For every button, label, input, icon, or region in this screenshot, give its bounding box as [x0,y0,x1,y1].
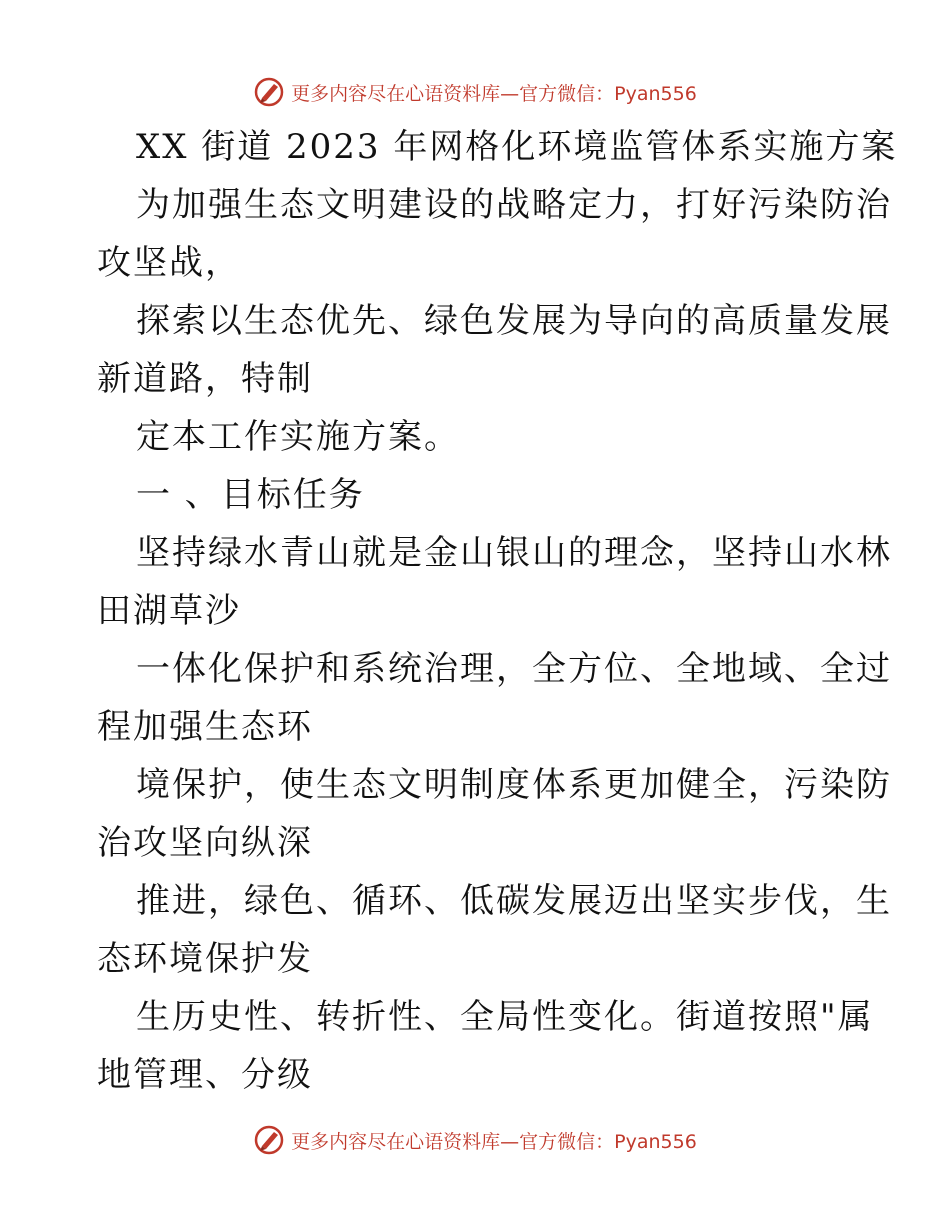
watermark-text: 更多内容尽在心语资料库—官方微信：Pyan556 [291,82,697,105]
text-line: 态环境保护发 [97,939,313,979]
text-line: 治攻坚向纵深 [97,823,313,863]
text-line: 程加强生态环 [97,707,313,747]
text-line: 生历史性、转折性、全局性变化。街道按照"属 [136,997,874,1037]
text-line: 探索以生态优先、绿色发展为导向的高质量发展 [136,301,892,341]
watermark-footer [0,1120,950,1160]
text-line: 坚持绿水青山就是金山银山的理念，坚持山水林 [136,533,892,573]
text-line: 一体化保护和系统治理，全方位、全地域、全过 [136,649,892,689]
text-line: 地管理、分级 [97,1055,313,1095]
pen-logo-icon [253,1124,285,1156]
watermark-text: 更多内容尽在心语资料库—官方微信：Pyan556 [291,1130,697,1153]
text-line: 境保护，使生态文明制度体系更加健全，污染防 [136,765,892,805]
text-line: 攻坚战， [97,243,241,283]
pen-logo-icon [253,76,285,108]
text-line: 田湖草沙 [97,591,241,631]
text-line: 定本工作实施方案。 [136,417,460,457]
section-heading: 一 、目标任务 [136,475,365,515]
text-line: 新道路，特制 [97,359,313,399]
text-line: 为加强生态文明建设的战略定力，打好污染防治 [136,185,892,225]
watermark-header [0,72,950,112]
text-line: 推进，绿色、循环、低碳发展迈出坚实步伐，生 [136,881,892,921]
document-title: XX 街道 2023 年网格化环境监管体系实施方案 [136,127,898,167]
